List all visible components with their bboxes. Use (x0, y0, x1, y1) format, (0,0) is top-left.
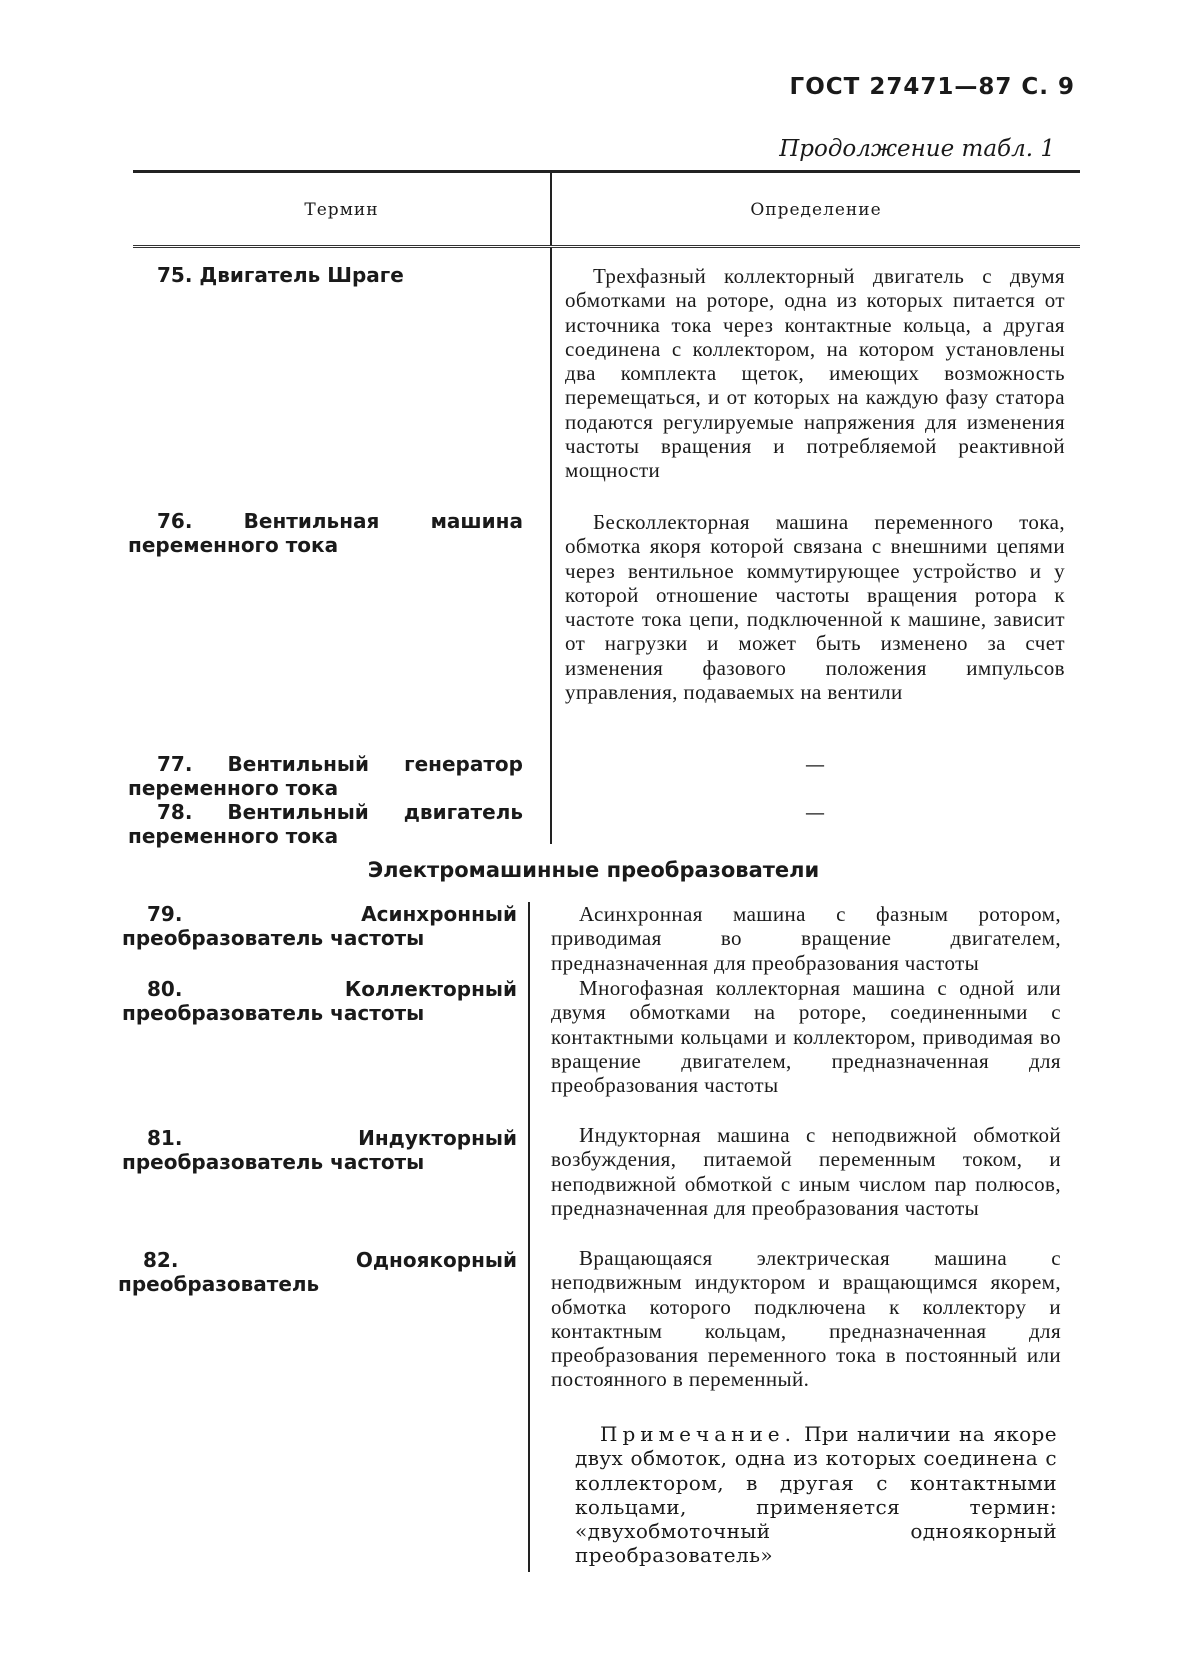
definition-79: Асинхронная машина с фазным ротором, приводимая во вращение двигателем, предназначенная для преобразования частоты (551, 902, 1061, 975)
definition-76: Бесколлекторная машина переменного тока, обмотка якоря которой связана с внешними цепями через вентильное коммутирующее устройство и у которой отношение частоты вращения ротора к частоте тока цепи, подключенной к машине, зависит от нагрузки и может быть изменено за счет изменения фазового положения импульсов управления, подаваемых на вентили (565, 510, 1065, 705)
table-top-rule (133, 170, 1080, 173)
term-76: 76. Вентильная машина переменного тока (128, 509, 523, 557)
column-header-term: Термин (304, 200, 379, 220)
note-text: При наличии на якоре двух обмоток, одна из которых соединена с коллектором, в другая с контактными кольцами, применяется термин: «двухобмоточный одноякорный преобразователь» (575, 1422, 1057, 1568)
term-78: 78. Вентильный двигатель переменного тока (128, 800, 523, 848)
definition-82: Вращающаяся электрическая машина с неподвижным индуктором и вращающимся якорем, обмотка которого подключена к коллектору и контактным кольцам, предназначенная для преобразования переменного тока в постоянный или постоянного в переменный. (551, 1246, 1061, 1392)
section-title: Электромашинные преобразователи (367, 858, 820, 882)
term-75: 75. Двигатель Шраге (157, 263, 404, 287)
term-77: 77. Вентильный генератор переменного тока (128, 752, 523, 800)
table-continuation-label: Продолжение табл. 1 (779, 136, 1055, 162)
definition-80: Многофазная коллекторная машина с одной или двумя обмотками на роторе, соединенными с контактными кольцами и коллектором, приводимая во вращение двигателем, предназначенная для преобразования частоты (551, 976, 1061, 1098)
definition-81: Индукторная машина с неподвижной обмоткой возбуждения, питаемой переменным током, и неподвижной обмоткой с иным числом пар полюсов, предназначенная для преобразования частоты (551, 1123, 1061, 1220)
table-header-rule (133, 245, 1080, 248)
term-80: 80. Коллекторный преобразователь частоты (122, 977, 517, 1025)
column-divider-top (550, 248, 552, 844)
standard-number: ГОСТ 27471—87 С. 9 (789, 74, 1075, 100)
note-label: Примечание. (600, 1422, 796, 1446)
term-81: 81. Индукторный преобразователь частоты (122, 1126, 517, 1174)
column-header-definition: Определение (750, 200, 882, 220)
definition-77-dash: — (805, 752, 825, 776)
term-79: 79. Асинхронный преобразователь частоты (122, 902, 517, 950)
definition-78-dash: — (805, 800, 825, 824)
definition-75: Трехфазный коллекторный двигатель с двумя обмотками на роторе, одна из которых питается от источника тока через контактные кольца, а другая соединена с коллектором, на котором установлены два комплекта щеток, имеющих возможность перемещаться, и от которых на каждую фазу статора подаются регулируемые напряжения для изменения частоты вращения и потребляемой реактивной мощности (565, 264, 1065, 483)
term-82: 82. Одноякорный преобразователь (118, 1248, 517, 1296)
column-divider-bottom (528, 902, 530, 1572)
note-82 (575, 1422, 1057, 1568)
